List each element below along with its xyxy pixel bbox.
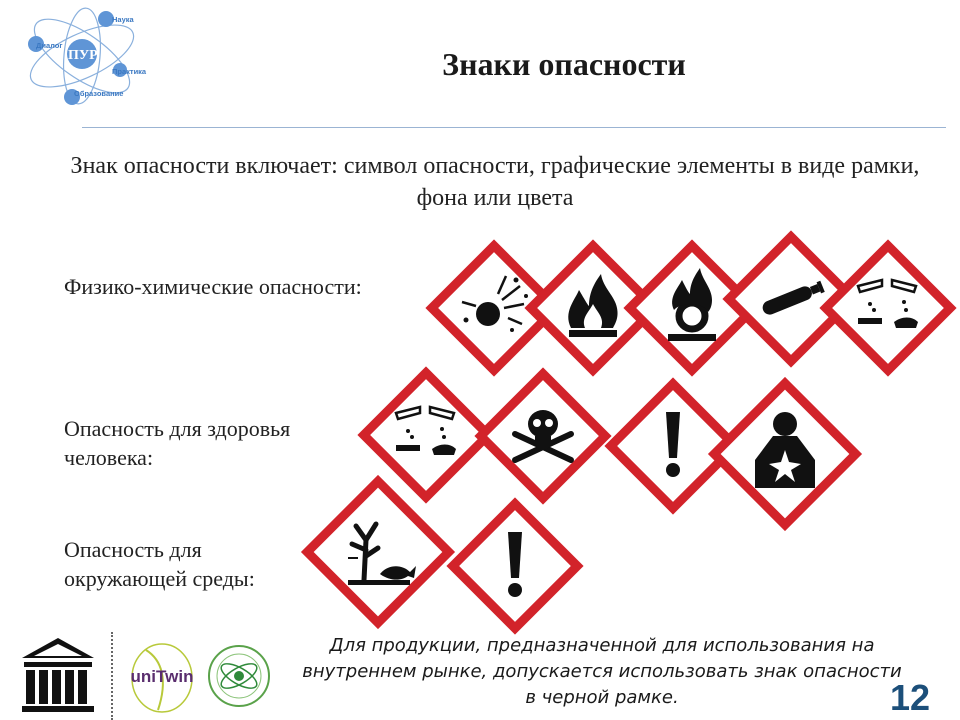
logo-word-dialog: Диалог — [36, 41, 63, 50]
ghs-skull-crossbones-icon — [477, 370, 609, 502]
label-env-line1: Опасность для — [64, 537, 202, 562]
logo-word-pur: ПУР — [68, 48, 98, 63]
page-number: 12 — [890, 677, 931, 718]
label-health-line2: человека: — [64, 445, 154, 470]
ghs-health-hazard-icon — [709, 378, 861, 530]
label-env-line2: окружающей среды: — [64, 566, 255, 591]
logo-word-praktika: Практика — [112, 67, 147, 76]
unesco-logo — [20, 636, 96, 716]
label-health-line1: Опасность для здоровья — [64, 416, 291, 441]
ghs-exclamation-mark-env-icon — [449, 500, 581, 632]
unitwin-logo-text: uniTwin — [130, 667, 194, 686]
ghs-corrosion-icon — [822, 242, 954, 374]
green-chemistry-logo — [206, 638, 272, 714]
footer-divider — [111, 632, 113, 720]
logo-word-nauka: Наука — [112, 15, 134, 24]
ghs-environment-icon — [304, 478, 452, 626]
label-physchem: Физико-химические опасности: — [64, 274, 362, 299]
title-divider — [82, 127, 946, 128]
intro-text: Знак опасности включает: символ опасности, графические элементы в виде рамки, фона или цвета — [70, 153, 920, 211]
logo-word-obrazovanie: Образование — [74, 89, 124, 98]
footnote-text: Для продукции, предназначенной для использования на внутреннем рынке, допускается использовать знак опасности в черной рамке. — [302, 635, 902, 708]
page-title: Знаки опасности — [442, 46, 686, 82]
unitwin-logo — [122, 640, 202, 716]
